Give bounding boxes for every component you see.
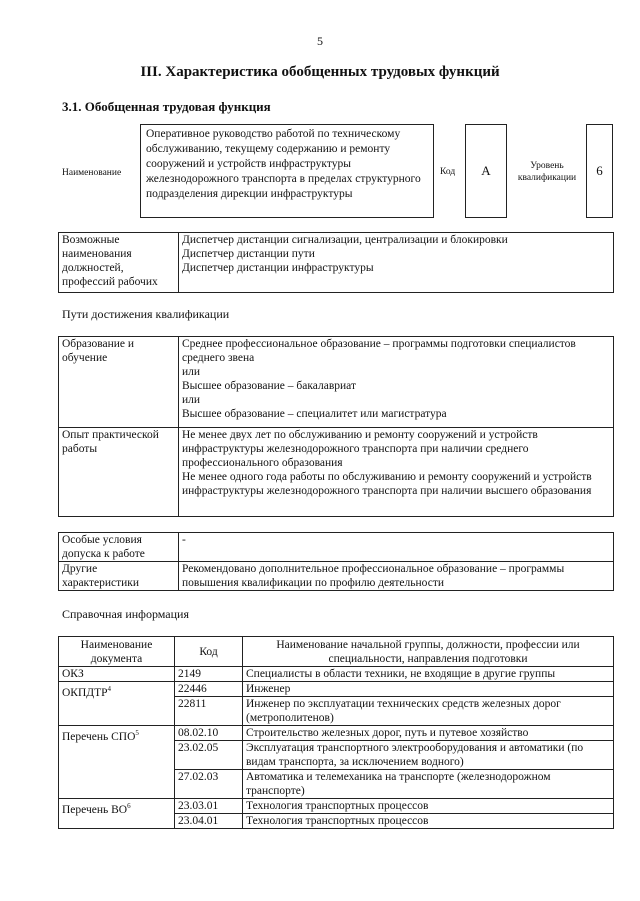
okpdtr-name: Инженер по эксплуатации технических средств железных дорог (метрополитенов) <box>243 697 614 726</box>
education-line: Среднее профессиональное образование – программы подготовки специалистов среднего звена <box>182 338 576 364</box>
vo-label-cell <box>59 799 175 829</box>
spo-label-cell <box>59 726 175 799</box>
education-line: или <box>182 366 201 378</box>
level-label: Уровень квалификации <box>517 161 577 183</box>
qualification-table <box>58 336 614 517</box>
spo-code: 23.02.05 <box>175 741 243 770</box>
experience-list <box>179 428 614 517</box>
education-list <box>179 337 614 428</box>
okz-name: Специалисты в области техники, не входящие в другие группы <box>243 667 614 682</box>
function-name-text: Оперативное руководство работой по техническому обслуживанию, текущему содержанию и ремонту сооружений и устройств инфраструктуры железнодорожного транспорта в пределах структурного подразделения дирекции инфраструктуры <box>146 128 421 200</box>
position-line: Диспетчер дистанции сигнализации, централизации и блокировки <box>182 234 508 246</box>
position-line: Диспетчер дистанции инфраструктуры <box>182 262 374 274</box>
okz-label: ОКЗ <box>59 667 175 682</box>
vo-footnote: 6 <box>127 802 131 810</box>
spo-footnote: 5 <box>135 729 139 737</box>
okpdtr-label: ОКПДТР <box>62 686 108 699</box>
spo-label: Перечень СПО <box>62 730 136 743</box>
experience-label: Опыт практической работы <box>59 428 179 517</box>
experience-line: Не менее одного года работы по обслуживанию и ремонту сооружений и устройств инфраструктуры железнодорожного транспорта при наличии высшего образования <box>182 471 592 497</box>
education-line: Высшее образование – бакалавриат <box>182 380 356 392</box>
okpdtr-label-cell <box>59 682 175 726</box>
positions-label: Возможные наименования должностей, профессий рабочих <box>59 233 179 293</box>
okpdtr-footnote: 4 <box>107 685 112 693</box>
vo-name: Технология транспортных процессов <box>243 814 614 829</box>
header-code: Код <box>175 637 243 667</box>
spo-name: Эксплуатация транспортного электрооборудования и автоматики (по видам транспорта, за исключением водного) <box>243 741 614 770</box>
spo-code: 27.02.03 <box>175 770 243 799</box>
vo-name: Технология транспортных процессов <box>243 799 614 814</box>
header-name: Наименование начальной группы, должности, профессии или специальности, направления подготовки <box>243 637 614 667</box>
okpdtr-name: Инженер <box>243 682 614 697</box>
page-number: 5 <box>317 34 323 48</box>
vo-code: 23.04.01 <box>175 814 243 829</box>
position-line: Диспетчер дистанции пути <box>182 248 315 260</box>
level-box <box>586 124 613 218</box>
positions-list <box>179 233 614 293</box>
okpdtr-code: 22446 <box>175 682 243 697</box>
section-title: III. Характеристика обобщенных трудовых функций <box>140 64 500 80</box>
reference-table <box>58 636 614 829</box>
other-characteristics-value: Рекомендовано дополнительное профессиональное образование – программы повышения квалификации по профилю деятельности <box>179 562 614 591</box>
okpdtr-code: 22811 <box>175 697 243 726</box>
spo-name: Строительство железных дорог, путь и путевое хозяйство <box>243 726 614 741</box>
positions-table <box>58 232 614 293</box>
level-value: 6 <box>596 163 603 178</box>
spo-code: 08.02.10 <box>175 726 243 741</box>
okz-code: 2149 <box>175 667 243 682</box>
vo-code: 23.03.01 <box>175 799 243 814</box>
conditions-table <box>58 532 614 591</box>
function-name-box <box>140 124 434 218</box>
special-conditions-label: Особые условия допуска к работе <box>59 533 179 562</box>
name-label: Наименование <box>62 168 122 178</box>
experience-line: Не менее двух лет по обслуживанию и ремонту сооружений и устройств инфраструктуры железнодорожного транспорта при наличии среднего профессионального образования <box>182 429 538 469</box>
spo-name: Автоматика и телемеханика на транспорте (железнодорожном транспорте) <box>243 770 614 799</box>
code-value: А <box>481 163 491 178</box>
reference-title: Справочная информация <box>62 607 189 621</box>
vo-label: Перечень ВО <box>62 803 128 816</box>
code-label: Код <box>440 167 456 177</box>
code-box <box>465 124 507 218</box>
qualification-title: Пути достижения квалификации <box>62 307 230 321</box>
subsection-title: 3.1. Обобщенная трудовая функция <box>62 99 271 114</box>
education-label: Образование и обучение <box>59 337 179 428</box>
header-document: Наименование документа <box>59 637 175 667</box>
other-characteristics-label: Другие характеристики <box>59 562 179 591</box>
education-line: Высшее образование – специалитет или магистратура <box>182 408 447 420</box>
education-line: или <box>182 394 201 406</box>
special-conditions-value: - <box>179 533 614 562</box>
